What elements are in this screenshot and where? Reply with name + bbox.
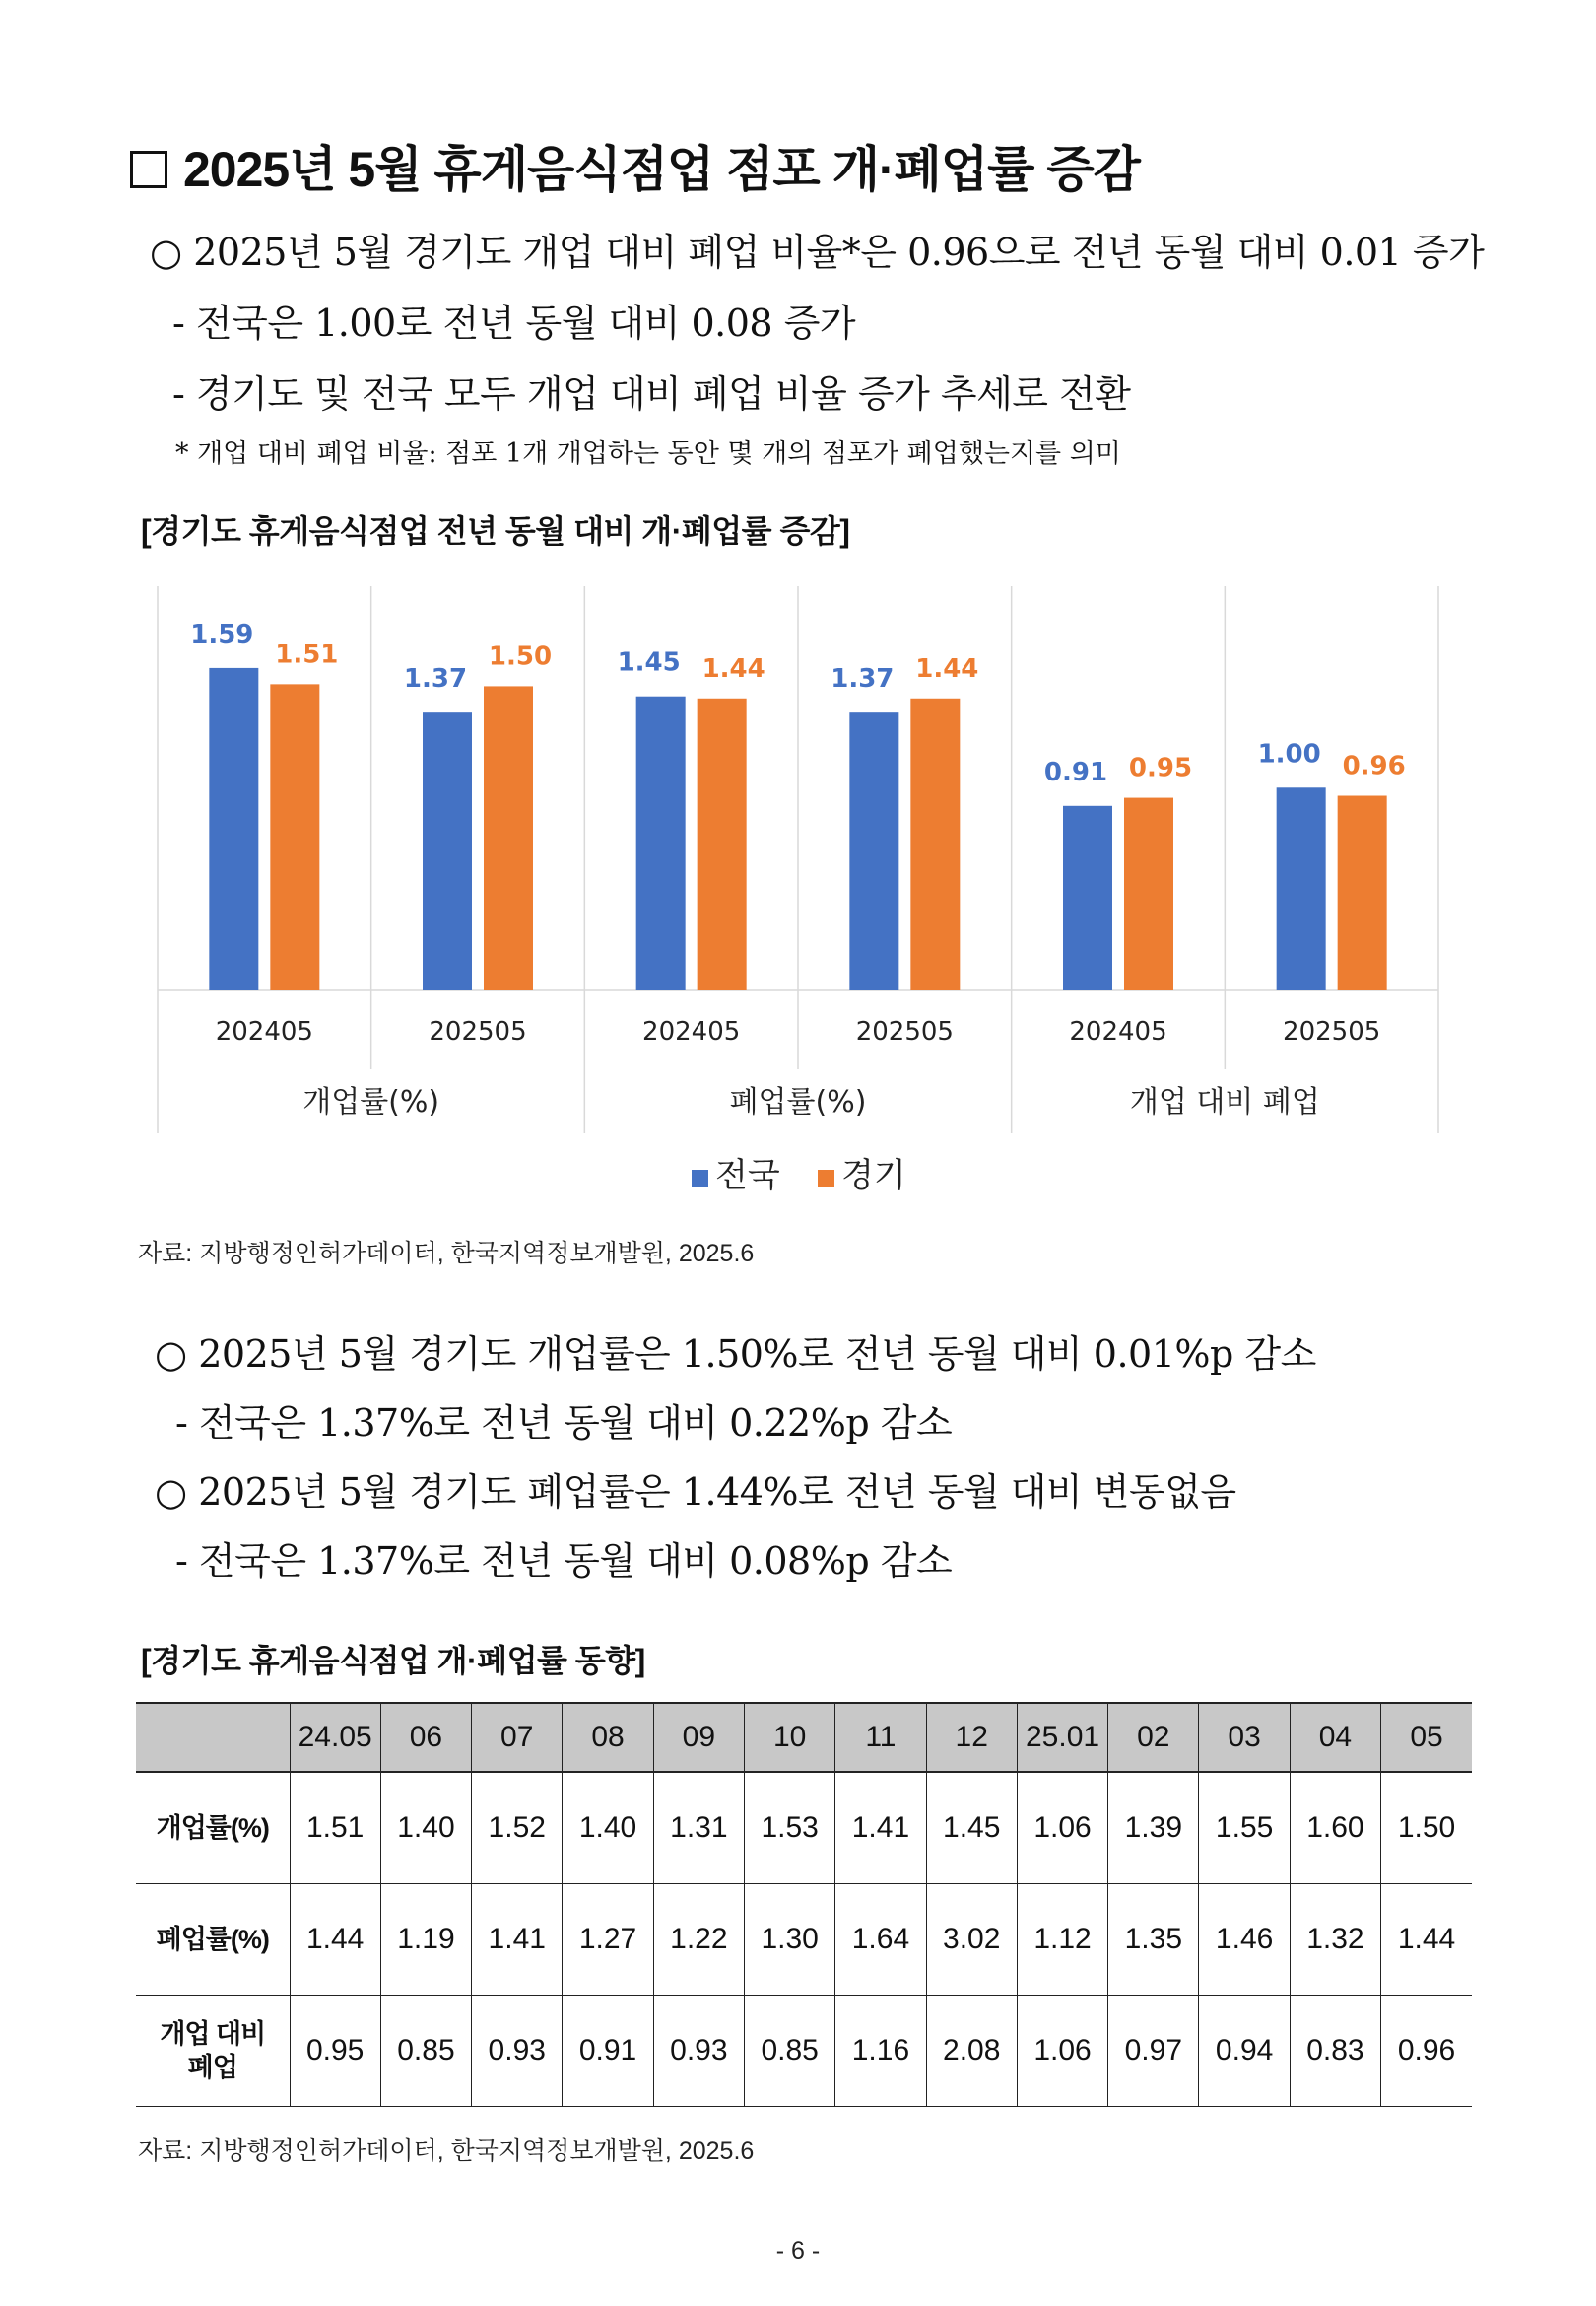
trend-table — [136, 1702, 1472, 2107]
table-cell: 1.51 — [290, 1772, 380, 1883]
bar-national — [209, 668, 258, 990]
group-label: 개업률(%) — [302, 1085, 440, 1119]
bar-national — [849, 712, 898, 990]
table-header-row — [136, 1703, 1472, 1772]
x-tick-label: 202405 — [1069, 1017, 1167, 1047]
legend-swatch-national — [692, 1170, 708, 1187]
table-cell: 0.94 — [1199, 1995, 1290, 2106]
summary-line-3: - 경기도 및 전국 모두 개업 대비 폐업 비율 증가 추세로 전환 — [172, 373, 1131, 416]
table-cell: 1.52 — [472, 1772, 563, 1883]
table-cell: 1.30 — [744, 1883, 834, 1995]
bar-chart — [148, 581, 1448, 1212]
data-label: 1.37 — [403, 664, 468, 695]
bar-national — [1277, 787, 1326, 990]
column-header: 10 — [744, 1703, 834, 1772]
detail-line-2: - 전국은 1.37%로 전년 동월 대비 0.22%p 감소 — [175, 1401, 953, 1445]
detail-line-3: ○ 2025년 5월 경기도 폐업률은 1.44%로 전년 동월 대비 변동없음 — [155, 1470, 1236, 1514]
column-header: 12 — [926, 1703, 1017, 1772]
table-cell: 1.06 — [1017, 1995, 1107, 2106]
table-cell: 1.12 — [1017, 1883, 1107, 1995]
checkbox-square-icon — [130, 151, 167, 188]
summary-line-1: ○ 2025년 5월 경기도 개업 대비 폐업 비율*은 0.96으로 전년 동월 대비 0.01 증가 — [150, 231, 1485, 274]
column-header: 24.05 — [290, 1703, 380, 1772]
table-cell: 3.02 — [926, 1883, 1017, 1995]
chart-source: 자료: 지방행정인허가데이터, 한국지역정보개발원, 2025.6 — [138, 1240, 755, 1267]
page-title: 2025년 5월 휴게음식점업 점포 개·폐업률 증감 — [130, 130, 1140, 201]
bar-national — [636, 697, 686, 990]
bar-gyeonggi — [910, 699, 960, 990]
x-tick-label: 202505 — [1283, 1017, 1381, 1047]
table-cell: 1.22 — [653, 1883, 744, 1995]
table-cell: 1.44 — [1381, 1883, 1472, 1995]
summary-line-2: - 전국은 1.00로 전년 동월 대비 0.08 증가 — [172, 302, 856, 345]
legend-swatch-gyeonggi — [818, 1170, 834, 1187]
data-label: 1.45 — [617, 647, 681, 678]
data-label: 1.44 — [701, 653, 765, 684]
footnote: * 개업 대비 폐업 비율: 점포 1개 개업하는 동안 몇 개의 점포가 폐업했는지를 의미 — [175, 439, 1121, 469]
data-label: 0.95 — [1128, 753, 1193, 783]
row-label: 폐업률(%) — [136, 1883, 290, 1995]
bar-gyeonggi — [270, 684, 319, 990]
legend-label: 경기 — [841, 1156, 906, 1195]
bar-gyeonggi — [484, 686, 533, 990]
table-cell: 1.40 — [380, 1772, 471, 1883]
detail-line-1: ○ 2025년 5월 경기도 개업률은 1.50%로 전년 동월 대비 0.01%p 감소 — [155, 1332, 1316, 1376]
row-label: 개업률(%) — [136, 1772, 290, 1883]
column-header: 25.01 — [1017, 1703, 1107, 1772]
table-cell: 0.97 — [1108, 1995, 1199, 2106]
data-label: 1.44 — [915, 653, 979, 684]
table-cell: 1.44 — [290, 1883, 380, 1995]
table-cell: 1.55 — [1199, 1772, 1290, 1883]
group-label: 폐업률(%) — [729, 1085, 867, 1119]
detail-line-4: - 전국은 1.37%로 전년 동월 대비 0.08%p 감소 — [175, 1539, 953, 1583]
table-cell: 1.64 — [835, 1883, 926, 1995]
table-row — [136, 1772, 1472, 1883]
column-header: 02 — [1108, 1703, 1199, 1772]
table-caption: [경기도 휴게음식점업 개·폐업률 동향] — [141, 1643, 645, 1678]
data-label: 1.59 — [190, 619, 254, 649]
data-label: 1.50 — [488, 642, 553, 672]
bar-national — [423, 712, 472, 990]
table-row — [136, 1883, 1472, 1995]
table-cell: 2.08 — [926, 1995, 1017, 2106]
bar-gyeonggi — [1338, 796, 1387, 990]
table-cell: 1.46 — [1199, 1883, 1290, 1995]
table-cell: 1.60 — [1290, 1772, 1380, 1883]
table-cell: 0.96 — [1381, 1995, 1472, 2106]
table-cell: 1.35 — [1108, 1883, 1199, 1995]
table-source: 자료: 지방행정인허가데이터, 한국지역정보개발원, 2025.6 — [138, 2137, 755, 2165]
x-tick-label: 202505 — [429, 1017, 527, 1047]
table-cell: 0.95 — [290, 1995, 380, 2106]
row-label: 개업 대비 폐업 — [136, 1995, 290, 2106]
table-cell: 1.45 — [926, 1772, 1017, 1883]
table-cell: 0.93 — [653, 1995, 744, 2106]
column-header: 07 — [472, 1703, 563, 1772]
column-header: 06 — [380, 1703, 471, 1772]
bar-gyeonggi — [1124, 798, 1173, 990]
table-cell: 1.39 — [1108, 1772, 1199, 1883]
table-cell: 1.40 — [563, 1772, 653, 1883]
column-header: 08 — [563, 1703, 653, 1772]
bar-national — [1063, 806, 1112, 990]
table-cell: 1.41 — [835, 1772, 926, 1883]
table-cell: 1.27 — [563, 1883, 653, 1995]
chart-caption: [경기도 휴게음식점업 전년 동월 대비 개·폐업률 증감] — [141, 513, 850, 549]
column-header: 03 — [1199, 1703, 1290, 1772]
data-label: 1.37 — [831, 664, 895, 695]
table-cell: 0.93 — [472, 1995, 563, 2106]
legend-label: 전국 — [715, 1156, 780, 1195]
table-cell: 1.41 — [472, 1883, 563, 1995]
bar-gyeonggi — [698, 699, 747, 990]
table-cell: 1.53 — [744, 1772, 834, 1883]
table-cell: 1.31 — [653, 1772, 744, 1883]
x-tick-label: 202405 — [642, 1017, 741, 1047]
table-corner-cell — [136, 1703, 290, 1772]
column-header: 05 — [1381, 1703, 1472, 1772]
table-cell: 1.06 — [1017, 1772, 1107, 1883]
column-header: 11 — [835, 1703, 926, 1772]
table-cell: 1.32 — [1290, 1883, 1380, 1995]
column-header: 04 — [1290, 1703, 1380, 1772]
table-row — [136, 1995, 1472, 2106]
table-cell: 0.85 — [744, 1995, 834, 2106]
table-cell: 0.91 — [563, 1995, 653, 2106]
table-cell: 1.16 — [835, 1995, 926, 2106]
table-cell: 1.19 — [380, 1883, 471, 1995]
table-cell: 0.85 — [380, 1995, 471, 2106]
table-cell: 0.83 — [1290, 1995, 1380, 2106]
data-label: 0.91 — [1043, 757, 1108, 787]
data-label: 0.96 — [1342, 751, 1406, 781]
x-tick-label: 202405 — [215, 1017, 313, 1047]
column-header: 09 — [653, 1703, 744, 1772]
group-label: 개업 대비 폐업 — [1129, 1085, 1320, 1119]
data-label: 1.51 — [275, 640, 339, 670]
table-cell: 1.50 — [1381, 1772, 1472, 1883]
x-tick-label: 202505 — [855, 1017, 954, 1047]
data-label: 1.00 — [1257, 739, 1321, 770]
page-number: - 6 - — [775, 2237, 821, 2265]
